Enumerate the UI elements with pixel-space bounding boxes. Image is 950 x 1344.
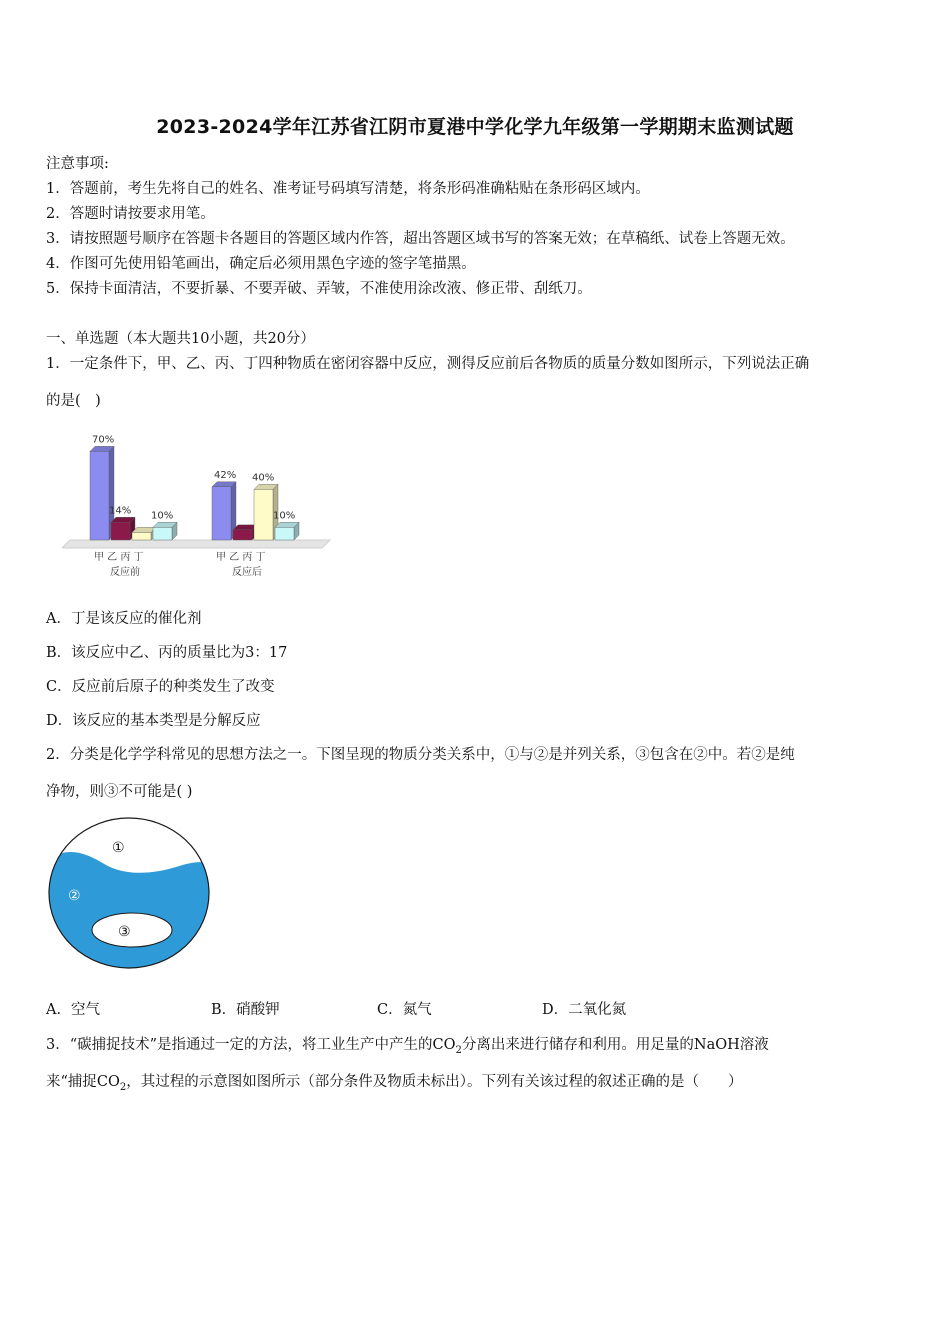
bar-乙-反应后 xyxy=(233,525,257,540)
page-title: 2023-2024学年江苏省江阴市夏港中学化学九年级第一学期期末监测试题 xyxy=(156,116,794,138)
q3-stem-line1: 3．“碳捕捉技术”是指通过一定的方法，将工业生产中产生的$CO_2$分离出来进行储存和利用。用足量的NaOH溶液 xyxy=(46,1037,769,1056)
data-label: 14% xyxy=(109,505,132,517)
notice-item: 1．答题前，考生先将自己的姓名、准考证号码填写清楚，将条形码准确粘贴在条形码区域内。 xyxy=(46,181,650,197)
label-3: ③ xyxy=(118,924,131,940)
q2-stem-line1: 2．分类是化学学科常见的思想方法之一。下图呈现的物质分类关系中，①与②是并列关系，③包含在②中。若②是纯 xyxy=(46,747,795,763)
q1-stem-line1: 1．一定条件下，甲、乙、丙、丁四种物质在密闭容器中反应，测得反应前后各物质的质量分数如图所示，下列说法正确 xyxy=(46,356,810,372)
q1-option-d[interactable]: D．该反应的基本类型是分解反应 xyxy=(46,713,261,729)
category-labels: 甲 乙 丙 丁 xyxy=(216,552,266,563)
data-label: 10% xyxy=(151,510,174,522)
q1-option-c[interactable]: C．反应前后原子的种类发生了改变 xyxy=(46,679,275,695)
notice-item: 5．保持卡面清洁，不要折暴、不要弄破、弄皱，不准使用涂改液、修正带、刮纸刀。 xyxy=(46,281,592,297)
notice-item: 2．答题时请按要求用笔。 xyxy=(46,206,215,222)
data-label: 42% xyxy=(214,469,237,481)
q2-classification-diagram xyxy=(46,815,212,971)
q2-option-d[interactable]: D．二氧化氮 xyxy=(542,1002,627,1018)
q1-bar-chart xyxy=(62,430,337,580)
notice-item: 3．请按照题号顺序在答题卡各题目的答题区域内作答，超出答题区域书写的答案无效；在草稿纸、试卷上答题无效。 xyxy=(46,231,795,247)
notice-heading: 注意事项: xyxy=(46,156,109,172)
data-label: 70% xyxy=(92,434,115,446)
bar-丁-反应后 xyxy=(275,522,299,540)
q2-option-c[interactable]: C．氮气 xyxy=(377,1002,432,1018)
section-heading: 一、单选题（本大题共10小题，共20分） xyxy=(46,331,315,347)
bar-丁-反应前 xyxy=(153,522,177,540)
chart-floor xyxy=(62,540,330,548)
label-1: ① xyxy=(112,840,125,856)
region-3 xyxy=(92,913,172,947)
group-label: 反应后 xyxy=(232,567,262,578)
q3-stem-line2: 来“捕捉$CO_2$，其过程的示意图如图所示（部分条件及物质未标出）。下列有关该过程的叙述正确的是（ ） xyxy=(46,1074,743,1093)
data-label: 10% xyxy=(273,510,296,522)
q2-option-a[interactable]: A．空气 xyxy=(46,1002,100,1018)
bar-甲-反应前 xyxy=(90,446,114,540)
group-label: 反应前 xyxy=(110,567,140,578)
bar-丙-反应前 xyxy=(132,527,156,540)
q1-option-b[interactable]: B．该反应中乙、丙的质量比为3：17 xyxy=(46,645,288,661)
data-label: 40% xyxy=(252,472,275,484)
q2-option-b[interactable]: B．硝酸钾 xyxy=(211,1002,280,1018)
notice-item: 4．作图可先使用铅笔画出，确定后必须用黑色字迹的签字笔描黑。 xyxy=(46,256,476,272)
category-labels: 甲 乙 丙 丁 xyxy=(94,552,144,563)
bar-甲-反应后 xyxy=(212,482,236,540)
label-2: ② xyxy=(68,888,81,904)
q1-stem-line2: 的是( ) xyxy=(46,393,101,409)
q1-option-a[interactable]: A．丁是该反应的催化剂 xyxy=(46,611,202,627)
q2-stem-line2: 净物，则③不可能是( ) xyxy=(46,784,193,800)
bar-乙-反应前 xyxy=(111,517,135,540)
